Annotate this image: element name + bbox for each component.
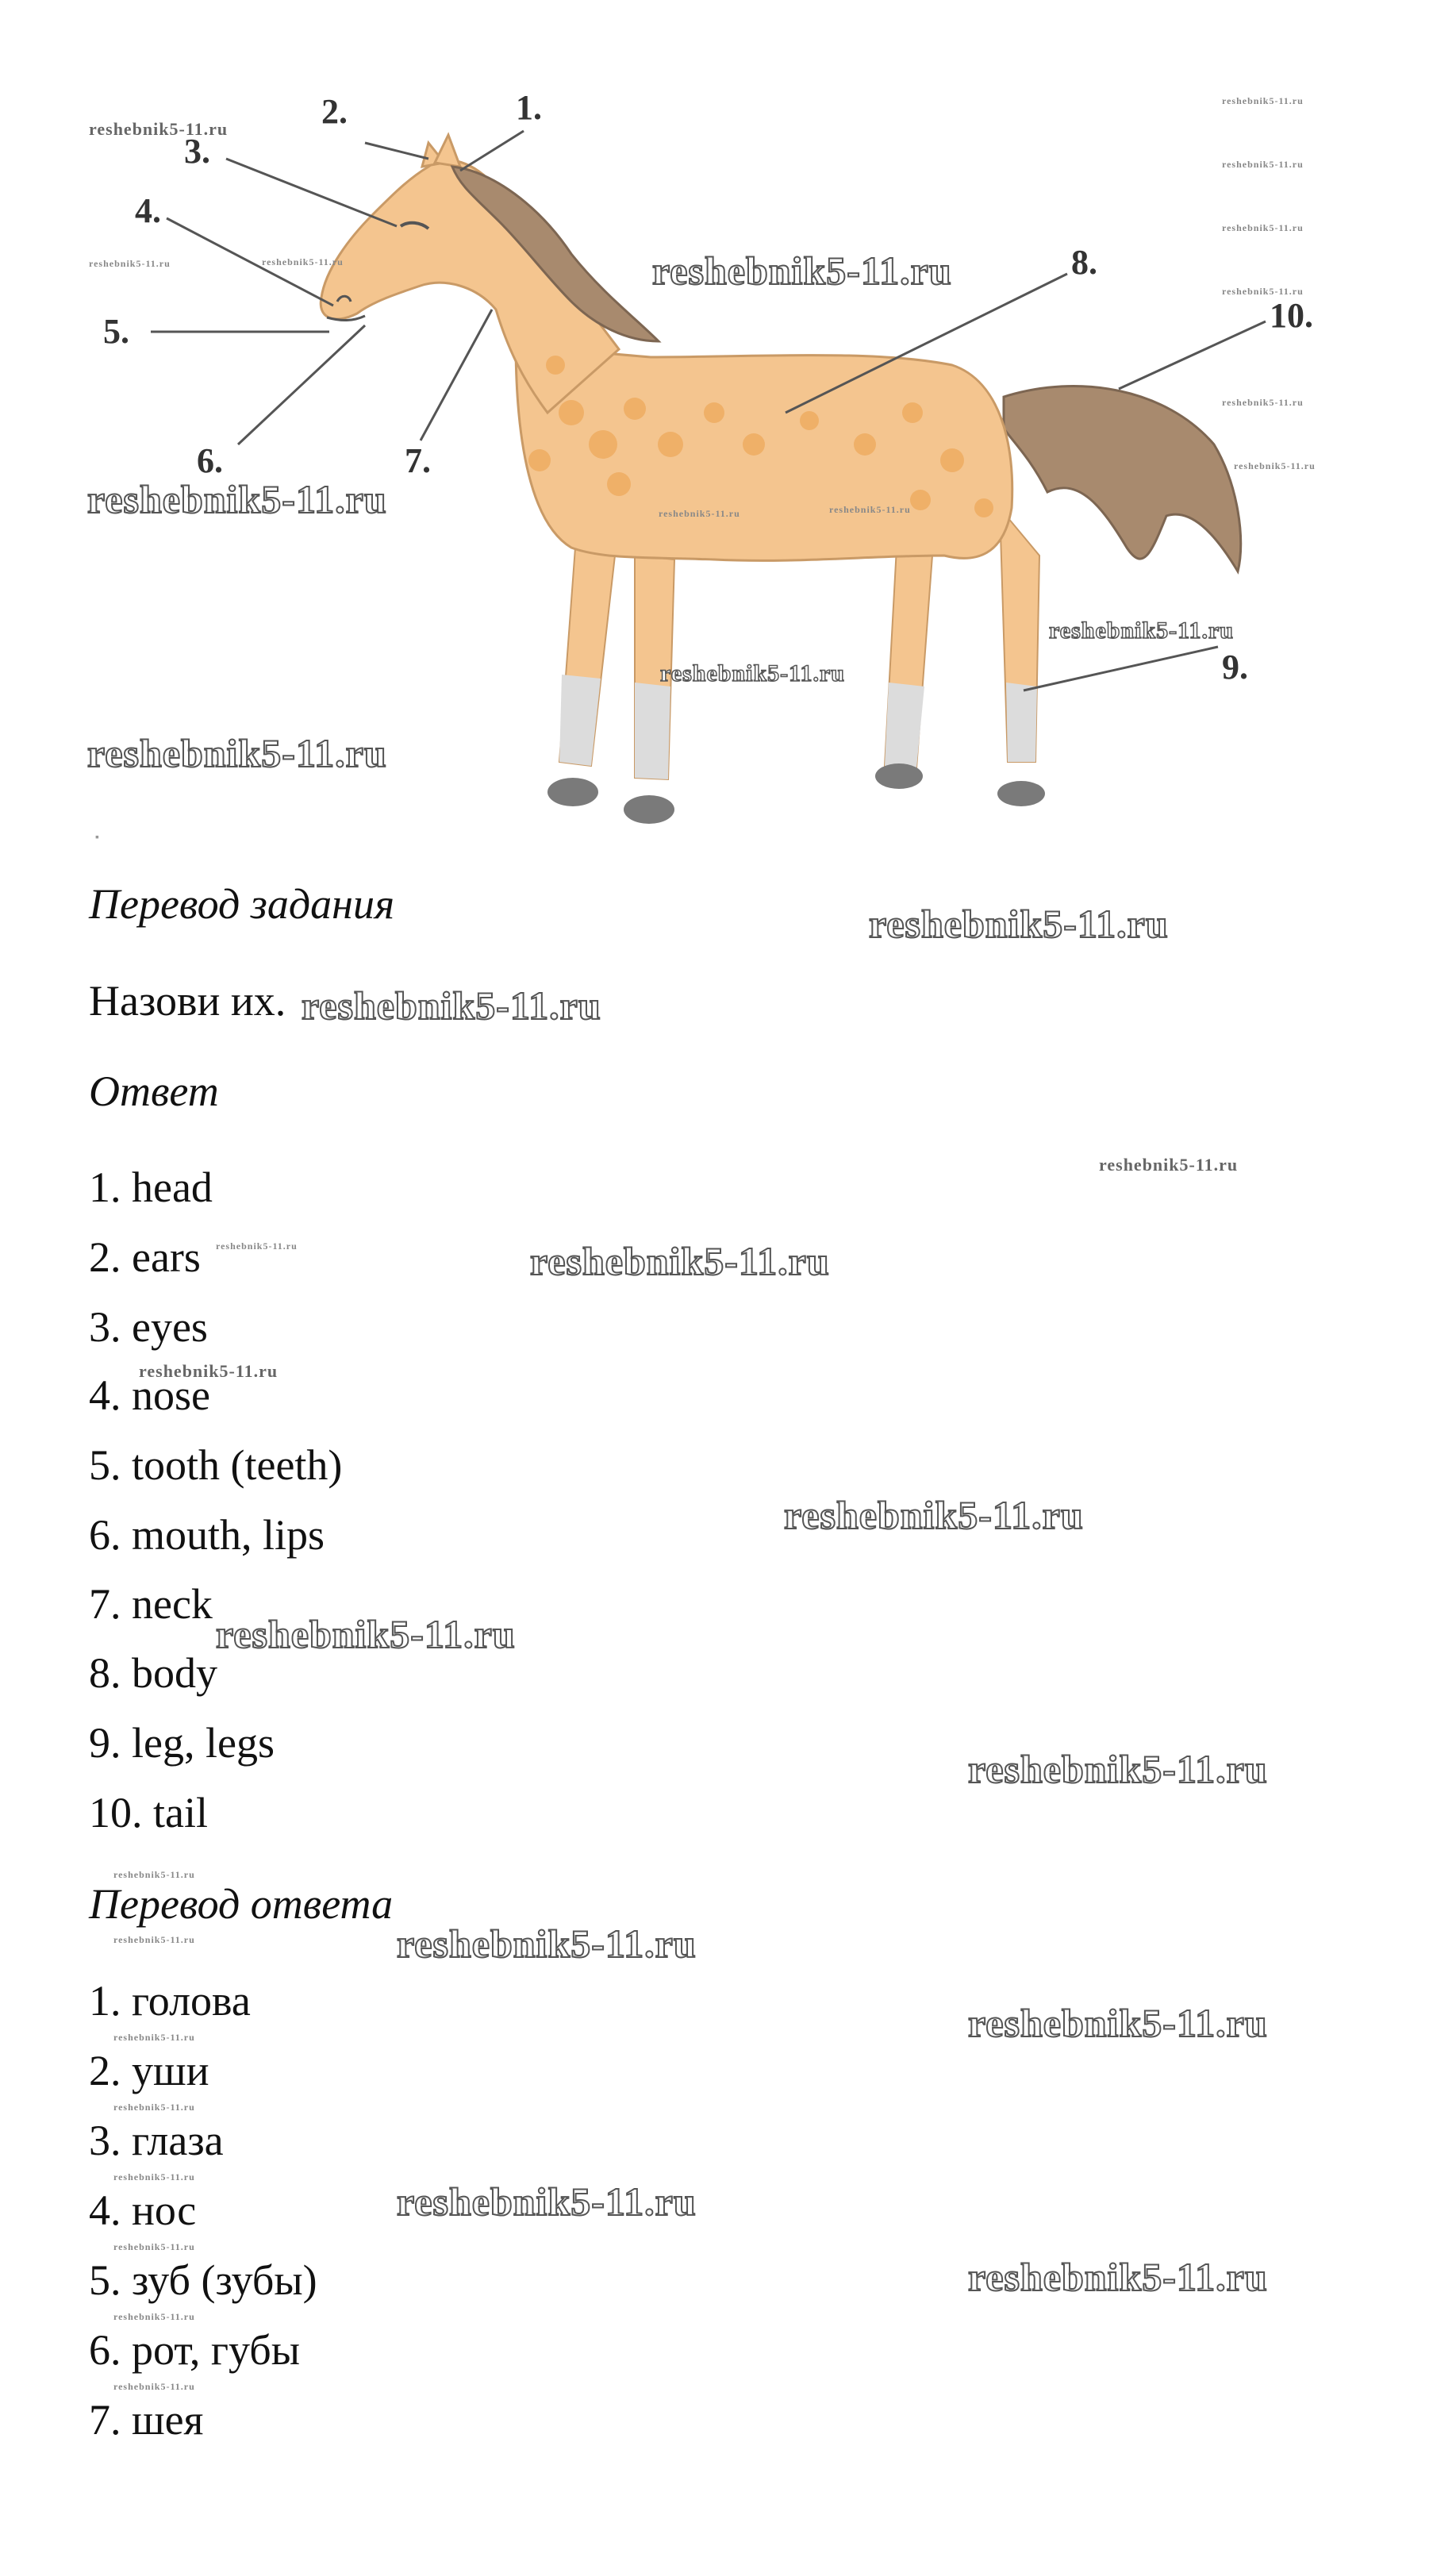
watermark: reshebnik5-11.ru <box>89 258 171 269</box>
task-text: Назови их. <box>89 977 286 1025</box>
answer-title: Ответ <box>89 1067 219 1115</box>
translation-item: 1. голова <box>89 1977 251 2025</box>
bullet-mark: ▪ <box>95 832 99 844</box>
spot <box>704 402 724 423</box>
answer-item: 7. neck <box>89 1580 213 1628</box>
label-7: 7. <box>405 441 431 480</box>
spot <box>974 498 993 517</box>
watermark: reshebnik5-11.ru <box>869 902 1169 946</box>
answer-item: 6. mouth, lips <box>89 1511 325 1559</box>
spot <box>854 433 876 456</box>
watermark: reshebnik5-11.ru <box>1049 617 1234 644</box>
watermark: reshebnik5-11.ru <box>784 1493 1084 1537</box>
label-6: 6. <box>197 441 223 480</box>
label-1: 1. <box>516 88 542 127</box>
answer-item: 8. body <box>89 1649 217 1697</box>
answer-item: 2. ears <box>89 1233 201 1281</box>
hoof <box>875 763 923 789</box>
watermark: reshebnik5-11.ru <box>652 248 952 293</box>
watermark: reshebnik5-11.ru <box>397 1921 697 1966</box>
watermark: reshebnik5-11.ru <box>113 2381 195 2392</box>
watermark: reshebnik5-11.ru <box>397 2179 697 2224</box>
answer-item: 9. leg, legs <box>89 1719 275 1767</box>
translation-title: Перевод ответа <box>89 1880 394 1928</box>
watermark: reshebnik5-11.ru <box>829 504 911 515</box>
translation-item: 3. глаза <box>89 2117 224 2164</box>
watermark: reshebnik5-11.ru <box>968 2255 1268 2299</box>
horse-illustration <box>321 135 1241 824</box>
watermark: reshebnik5-11.ru <box>216 1612 516 1656</box>
translation-item: 6. рот, губы <box>89 2326 301 2374</box>
watermark: reshebnik5-11.ru <box>139 1361 279 1381</box>
answer-item: 3. eyes <box>89 1303 208 1351</box>
answer-item: 4. nose <box>89 1371 210 1419</box>
watermark: reshebnik5-11.ru <box>113 1869 195 1880</box>
spot <box>800 411 819 430</box>
watermark: reshebnik5-11.ru <box>216 1240 298 1252</box>
watermark: reshebnik5-11.ru <box>1234 460 1316 471</box>
label-3: 3. <box>184 132 210 171</box>
label-9: 9. <box>1222 648 1248 686</box>
watermark: reshebnik5-11.ru <box>1222 222 1304 233</box>
answer-item: 5. tooth (teeth) <box>89 1441 343 1489</box>
spot <box>910 490 931 510</box>
spot <box>528 449 551 471</box>
watermark: reshebnik5-11.ru <box>1222 397 1304 408</box>
watermark: reshebnik5-11.ru <box>968 1747 1268 1791</box>
hoof <box>547 778 598 806</box>
translation-item: 7. шея <box>89 2396 204 2444</box>
watermark: reshebnik5-11.ru <box>113 2102 195 2113</box>
watermark: reshebnik5-11.ru <box>659 508 740 519</box>
spot <box>589 430 617 459</box>
watermark: reshebnik5-11.ru <box>113 2311 195 2322</box>
watermark: reshebnik5-11.ru <box>113 1934 195 1945</box>
spot <box>559 400 584 425</box>
watermark: reshebnik5-11.ru <box>1099 1155 1239 1175</box>
label-2: 2. <box>321 92 348 131</box>
watermark: reshebnik5-11.ru <box>89 119 229 139</box>
watermark: reshebnik5-11.ru <box>87 477 387 521</box>
label-4: 4. <box>135 191 161 230</box>
watermark: reshebnik5-11.ru <box>968 2001 1268 2045</box>
spot <box>940 448 964 472</box>
spot <box>607 472 631 496</box>
watermark: reshebnik5-11.ru <box>302 983 601 1028</box>
spot <box>902 402 923 423</box>
answer-item: 10. tail <box>89 1789 208 1836</box>
watermark: reshebnik5-11.ru <box>1222 95 1304 106</box>
spot <box>658 432 683 457</box>
label-8: 8. <box>1071 243 1097 282</box>
watermark: reshebnik5-11.ru <box>660 660 845 686</box>
label-5: 5. <box>103 312 129 351</box>
spot <box>743 433 765 456</box>
watermark: reshebnik5-11.ru <box>113 2171 195 2182</box>
answer-item: 1. head <box>89 1163 213 1211</box>
hoof <box>997 781 1045 806</box>
task-title: Перевод задания <box>89 880 395 928</box>
translation-item: 5. зуб (зубы) <box>89 2256 317 2304</box>
watermark: reshebnik5-11.ru <box>262 256 344 267</box>
translation-item: 2. уши <box>89 2047 209 2094</box>
watermark: reshebnik5-11.ru <box>1222 159 1304 170</box>
hoof <box>624 795 674 824</box>
watermark: reshebnik5-11.ru <box>1222 286 1304 297</box>
watermark: reshebnik5-11.ru <box>113 2032 195 2043</box>
label-10: 10. <box>1270 296 1313 335</box>
watermark: reshebnik5-11.ru <box>87 731 387 775</box>
translation-item: 4. нос <box>89 2186 197 2234</box>
spot <box>624 398 646 420</box>
watermark: reshebnik5-11.ru <box>113 2241 195 2252</box>
watermark: reshebnik5-11.ru <box>530 1239 830 1283</box>
spot <box>546 356 565 375</box>
